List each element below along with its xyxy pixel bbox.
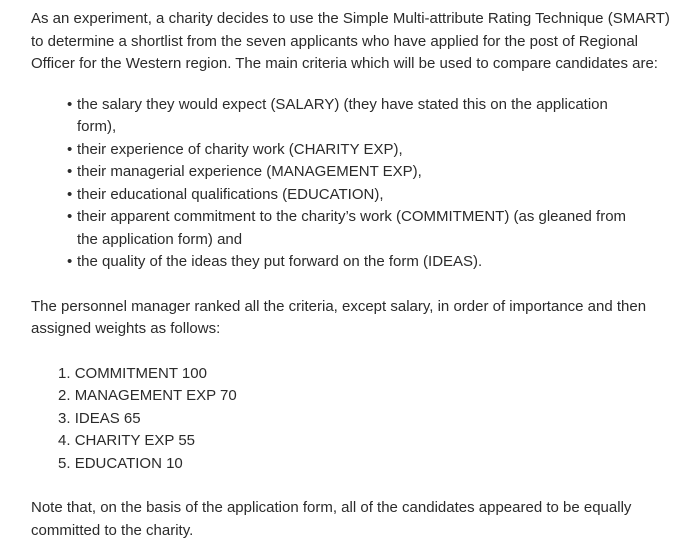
criteria-item bbox=[67, 206, 637, 251]
bullet-icon: • bbox=[67, 95, 73, 113]
weight-text: MANAGEMENT EXP 70 bbox=[74, 387, 237, 404]
bullet-icon: • bbox=[67, 140, 73, 158]
criteria-text: the salary they would expect (SALARY) (they have stated this on the application form), bbox=[77, 95, 608, 135]
weight-number: 4. bbox=[58, 432, 71, 449]
ranking-paragraph: The personnel manager ranked all the criteria, except salary, in order of importance and then assigned weights as follows: bbox=[31, 297, 647, 337]
weight-item bbox=[58, 385, 680, 408]
criteria-item bbox=[67, 139, 637, 162]
weight-item bbox=[58, 453, 680, 476]
criteria-text: their managerial experience (MANAGEMENT EXP), bbox=[77, 163, 422, 180]
weight-number: 3. bbox=[58, 409, 71, 427]
weight-item bbox=[58, 363, 680, 386]
criteria-text: their experience of charity work (CHARITY EXP), bbox=[77, 140, 403, 158]
weight-number: 5. bbox=[58, 454, 71, 472]
weight-text: IDEAS 65 bbox=[74, 409, 141, 427]
bullet-icon: • bbox=[67, 208, 73, 225]
weight-text: EDUCATION 10 bbox=[74, 454, 183, 472]
weight-text: CHARITY EXP 55 bbox=[74, 432, 196, 449]
intro-paragraph: As an experiment, a charity decides to use the Simple Multi-attribute Rating Technique (SMART) to determine a shortlist from the seven applicants who have applied for the post of Regional Officer for the Western region. The main criteria which will be used to compare candidates are: bbox=[31, 10, 670, 72]
criteria-text: their apparent commitment to the charity’s work (COMMITMENT) (as gleaned from the application form) and bbox=[77, 208, 627, 248]
bullet-icon: • bbox=[67, 163, 73, 180]
weight-number: 1. bbox=[58, 364, 71, 382]
criteria-item bbox=[67, 251, 637, 274]
bullet-icon: • bbox=[67, 185, 73, 203]
note-paragraph: Note that, on the basis of the application form, all of the candidates appeared to be equally committed to the charity. bbox=[31, 499, 632, 539]
criteria-text: the quality of the ideas they put forward on the form (IDEAS). bbox=[77, 253, 483, 270]
criteria-item bbox=[67, 94, 637, 139]
weights-list bbox=[31, 363, 680, 476]
criteria-item bbox=[67, 161, 637, 184]
bullet-icon: • bbox=[67, 253, 73, 270]
criteria-text: their educational qualifications (EDUCATION), bbox=[77, 185, 384, 203]
weight-item bbox=[58, 408, 680, 431]
criteria-list bbox=[31, 94, 680, 274]
criteria-item bbox=[67, 184, 637, 207]
weight-text: COMMITMENT 100 bbox=[74, 364, 207, 382]
weight-number: 2. bbox=[58, 387, 71, 404]
weight-item bbox=[58, 430, 680, 453]
